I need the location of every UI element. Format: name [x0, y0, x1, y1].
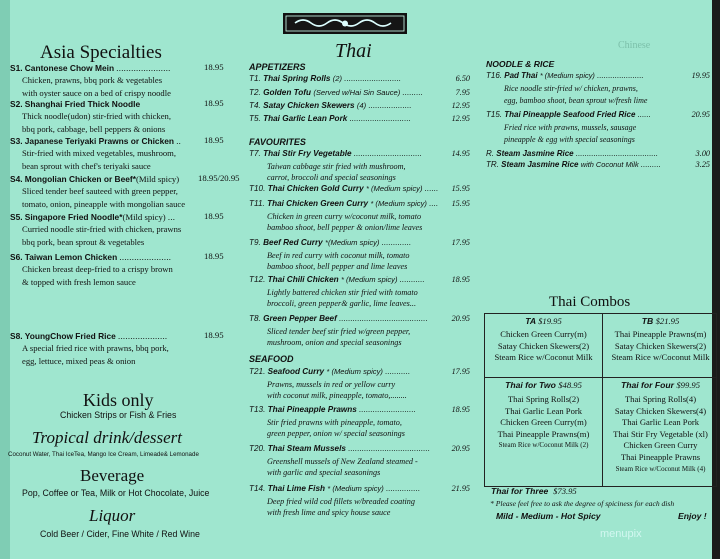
menu-item: [249, 367, 410, 376]
thai-title: Thai: [335, 40, 372, 62]
item-price: 18.95: [204, 98, 224, 108]
thai-combos-title: Thai Combos: [549, 294, 631, 310]
item-price: 18.95: [204, 330, 224, 340]
combo-line: Satay Chicken Skewers(2): [614, 340, 707, 351]
item-name: YoungChow Fried Rice: [24, 331, 116, 341]
leader-dots: ....................................: [348, 444, 431, 453]
bleed-through-text: Chinese: [618, 40, 651, 51]
combo-line: Thai Garlic Lean Pork: [504, 405, 583, 416]
item-spice-note: * (Medium spicy): [365, 184, 423, 193]
item-code: T21.: [249, 367, 266, 376]
item-description: Thick noodle(udon) stir-fried with chicken,: [22, 111, 171, 121]
leader-dots: .............: [381, 238, 412, 247]
leader-dots: ..............................: [353, 149, 423, 158]
menu-item: [249, 114, 411, 123]
item-spice-note: (Served w/Hai Sin Sauce): [313, 88, 401, 97]
item-name: Japanese Teriyaki Prawns or Chicken: [24, 136, 175, 146]
leader-dots: .........................: [359, 405, 417, 414]
combo-heading: [602, 380, 719, 390]
beverage-text: Pop, Coffee or Tea, Milk or Hot Chocolate, Juice: [22, 488, 210, 498]
item-description: egg, bamboo shoot, bean sprout w/fresh lime: [504, 95, 648, 105]
item-name: Thai Chicken Gold Curry: [267, 184, 364, 193]
enjoy-text: Enjoy !: [678, 511, 707, 521]
category-heading: FAVOURITES: [249, 137, 306, 147]
leader-dots: .......................................: [339, 314, 428, 323]
item-spice-note: (Mild spicy): [135, 174, 180, 184]
leader-dots: ....: [429, 199, 439, 208]
item-code: T7.: [249, 149, 261, 158]
item-spice-note: (Mild spicy): [122, 212, 166, 222]
item-code: T11.: [249, 199, 265, 208]
item-name: Mongolian Chicken or Beef*: [24, 174, 136, 184]
menu-item: [249, 88, 423, 97]
item-price: 18.95: [204, 62, 224, 72]
leader-dots: ...............: [386, 484, 421, 493]
menu-item: [249, 74, 401, 83]
item-code: S6.: [10, 252, 23, 262]
item-description: bamboo shoot, bell pepper & onion/lime leaves: [267, 222, 423, 232]
item-code: S2.: [10, 99, 23, 109]
item-description: Rice noodle stir-fried w/ chicken, prawns,: [504, 84, 638, 93]
item-price: 21.95: [451, 484, 470, 493]
combo-line: Satay Chicken Skewers(2): [497, 340, 590, 351]
leader-dots: ......................: [116, 63, 171, 73]
item-description: A special fried rice with prawns, bbq pork,: [22, 343, 169, 353]
item-name: Taiwan Lemon Chicken: [24, 252, 118, 262]
item-description: Chicken breast deep-fried to a crispy brown: [22, 264, 173, 274]
combo-line: Steam Rice w/Coconut Milk: [611, 352, 710, 363]
item-description: pineapple & egg with special seasonings: [504, 134, 635, 144]
combo-line: Chicken Green Curry: [623, 440, 698, 451]
item-code: T13.: [249, 405, 266, 414]
leader-dots: ...........................: [349, 114, 412, 123]
combo-divider-h: [485, 377, 716, 378]
leader-dots: .....................: [119, 252, 172, 262]
item-description: Stir-fried with mixed vegetables, mushroom,: [22, 148, 177, 158]
menu-item: [249, 184, 438, 193]
liquor-title: Liquor: [89, 506, 136, 525]
item-spice-note: * (Medium spicy): [370, 199, 427, 208]
item-description: Curried noodle stir-fried with chicken, prawns: [22, 224, 182, 234]
combo-line: Thai Garlic Lean Pork: [621, 417, 700, 428]
leader-dots: .........: [402, 88, 424, 97]
item-description: Lightly battered chicken stir fried with tomato: [267, 287, 418, 297]
item-description: Sliced tender beef stir fried w/green pepper,: [267, 326, 411, 336]
item-price: 12.95: [451, 101, 470, 110]
combo-price: $48.95: [558, 380, 582, 390]
asia-item: [10, 173, 179, 186]
item-name: Thai Stir Fry Vegetable: [263, 149, 352, 158]
menu-item: [249, 444, 430, 453]
leader-dots: ...........: [399, 275, 425, 284]
tropical-text: Coconut Water, Thai IceTea, Mango Ice Cream, Limeade& Lemonade: [8, 451, 199, 458]
item-name: Shanghai Fried Thick Noodle: [24, 99, 141, 109]
item-name: Singapore Fried Noodle*: [24, 212, 123, 222]
item-name: Thai Chicken Green Curry: [267, 199, 369, 208]
combo-three-label: Thai for Three $73.95: [491, 486, 577, 496]
leader-dots: ...: [167, 212, 176, 222]
item-description: Prawns, mussels in red or yellow curry: [267, 379, 396, 389]
liquor-text: Cold Beer / Cider, Fine White / Red Wine: [40, 529, 200, 539]
item-description: green pepper, onion w/ special seasonings: [267, 428, 405, 438]
item-name: Thai Chili Chicken: [267, 275, 339, 284]
item-price: 6.50: [455, 74, 470, 83]
asia-item: [10, 330, 167, 343]
item-description: bbq pork, cabbage, bell peppers & onions: [22, 123, 166, 134]
menu-item: [486, 149, 658, 158]
menu-item: [486, 160, 661, 169]
asia-item: [10, 251, 171, 264]
item-description: bamboo shoot, bell pepper and lime leaves: [267, 261, 408, 271]
combo-heading: [485, 316, 602, 326]
item-code: S8.: [10, 331, 23, 341]
item-code: S3.: [10, 136, 23, 146]
leader-dots: .........................: [344, 74, 402, 83]
combo-price: $21.95: [655, 316, 680, 326]
combo-line: Chicken Green Curry(m): [500, 329, 587, 339]
item-code: TR.: [486, 160, 499, 169]
item-description: Greenshell mussels of New Zealand steamed -: [267, 456, 418, 466]
item-name: Thai Pineapple Seafood Fried Rice: [504, 110, 636, 119]
combo-line: Thai Pineapple Prawns(m): [497, 428, 590, 439]
combo-label: TA: [525, 316, 536, 326]
item-description: & topped with fresh lemon sauce: [22, 276, 136, 287]
menu-item: [486, 110, 651, 119]
item-description: with oyster sauce on a bed of crispy noodle: [22, 87, 171, 98]
item-description: tomato, onion, pineapple with mongolian sauce: [22, 198, 186, 209]
combo-line: Steam Rice w/Coconut Milk: [494, 352, 593, 363]
item-description: Chicken in green curry w/coconut milk, tomato: [267, 211, 422, 221]
menu-item: [249, 149, 422, 158]
item-price: 18.95/20.95: [198, 173, 240, 183]
item-description: Fried rice with prawns, mussels, sausage: [504, 123, 637, 132]
item-code: T9.: [249, 238, 261, 247]
item-code: T16.: [486, 71, 503, 80]
item-spice-note: (2): [332, 74, 343, 83]
asia-item: [10, 62, 171, 75]
item-description: Chicken, prawns, bbq pork & vegetables: [22, 75, 163, 85]
combo-line: Thai Spring Rolls(4): [624, 394, 697, 404]
item-code: T10.: [249, 184, 266, 193]
spice-note: * Please feel free to ask the degree of spiciness for each dish: [490, 499, 675, 508]
menu-item: [249, 275, 425, 284]
leader-dots: ....................: [117, 331, 168, 341]
asia-specialties-title: Asia Specialties: [40, 42, 162, 63]
item-name: Steam Jasmine Rice: [501, 160, 579, 169]
item-spice-note: with Coconut Milk: [580, 160, 639, 169]
combo-line: Thai Pineapple Prawns: [620, 452, 701, 462]
item-description: Beef in red curry with coconut milk, tomato: [267, 250, 410, 260]
item-price: 20.95: [691, 110, 710, 119]
item-name: Thai Garlic Lean Pork: [263, 114, 348, 123]
item-name: Green Pepper Beef: [263, 314, 337, 323]
leader-dots: ...........: [385, 367, 411, 376]
item-name: Thai Steam Mussels: [267, 444, 346, 453]
item-code: T14.: [249, 484, 266, 493]
combo-heading: [485, 380, 602, 390]
item-code: T1.: [249, 74, 261, 83]
item-description: Sliced tender beef sauteed with green pepper,: [22, 186, 178, 196]
item-description: mushroom, onion and special seasonings: [267, 337, 402, 347]
item-code: T5.: [249, 114, 261, 123]
menu-item: [249, 405, 416, 414]
item-price: 20.95: [451, 314, 470, 323]
item-code: S5.: [10, 212, 23, 222]
item-spice-note: (4): [356, 101, 367, 110]
combo-heading: [602, 316, 719, 326]
item-price: 17.95: [451, 238, 470, 247]
item-description: broccoli, green pepper& garlic, lime leaves...: [267, 298, 417, 308]
leader-dots: .........: [640, 160, 661, 169]
kids-title: Kids only: [83, 390, 154, 410]
beverage-title: Beverage: [80, 466, 145, 485]
item-code: T8.: [249, 314, 261, 323]
item-price: 17.95: [451, 367, 470, 376]
item-price: 18.95: [451, 275, 470, 284]
leader-dots: ..: [176, 136, 182, 146]
tropical-title: Tropical drink/dessert: [32, 428, 183, 447]
category-heading: APPETIZERS: [249, 62, 306, 72]
item-price: 18.95: [204, 251, 224, 261]
item-price: 3.25: [695, 160, 710, 169]
item-description: with fresh lime and spicy house sauce: [267, 507, 391, 517]
item-description: carrot, broccoli and special seasonings: [267, 172, 396, 182]
menu-item: [249, 101, 412, 110]
asia-item: [10, 211, 175, 224]
menu-item: [249, 314, 428, 323]
item-description: bean sprout with chef's teriyaki sauce: [22, 160, 151, 171]
combo-label: TB: [641, 316, 654, 326]
item-price: 15.95: [451, 199, 470, 208]
item-code: T2.: [249, 88, 261, 97]
item-spice-note: * (Medium spicy): [539, 71, 595, 80]
item-price: 19.95: [691, 71, 710, 80]
item-description: bbq pork, bean sprout & vegetables: [22, 236, 145, 247]
combo-line: Chicken Green Curry(m): [500, 417, 587, 428]
menu-item: [249, 199, 438, 208]
leader-dots: .....................: [597, 71, 644, 80]
watermark: menupix: [600, 528, 642, 540]
item-code: T20.: [249, 444, 266, 453]
item-spice-note: * (Medium spicy): [340, 275, 398, 284]
combo-price: $19.95: [538, 316, 562, 326]
item-code: T15.: [486, 110, 503, 119]
item-description: egg, lettuce, mixed peas & onion: [22, 355, 136, 366]
asia-item: [10, 135, 181, 148]
combo-line: Thai Stir Fry Vegetable (xl): [613, 428, 708, 439]
asia-item: [10, 98, 140, 111]
item-price: 3.00: [695, 149, 710, 158]
item-description: Taiwan cabbage stir fried with mushroom,: [267, 161, 406, 171]
combo-line: Steam Rice w/Coconut Milk (2): [498, 441, 589, 450]
leader-dots: ......: [424, 184, 439, 193]
combo-line: Thai Pineapple Prawns(m): [614, 329, 707, 339]
item-name: Beef Red Curry: [263, 238, 323, 247]
spice-levels: Mild - Medium - Hot Spicy: [496, 511, 601, 521]
item-code: T4.: [249, 101, 261, 110]
item-price: 12.95: [451, 114, 470, 123]
item-name: Thai Pineapple Prawns: [267, 405, 357, 414]
item-name: Cantonese Chow Mein: [24, 63, 115, 73]
item-name: Steam Jasmine Rice: [496, 149, 574, 158]
item-description: with garlic and special seasonings: [267, 467, 381, 477]
item-name: Seafood Curry: [267, 367, 325, 376]
item-spice-note: *(Medium spicy): [325, 238, 380, 247]
item-code: S1.: [10, 63, 23, 73]
combo-price: $99.95: [676, 380, 701, 390]
category-heading: NOODLE & RICE: [486, 59, 555, 69]
item-price: 18.95: [204, 211, 224, 221]
combo-line: Satay Chicken Skewers(4): [614, 405, 707, 416]
item-price: 18.95: [451, 405, 470, 414]
item-name: Thai Lime Fish: [267, 484, 325, 493]
leader-dots: ...................: [368, 101, 412, 110]
item-code: R.: [486, 149, 494, 158]
item-code: S4.: [10, 174, 23, 184]
page-fold-shadow: [0, 0, 10, 559]
menu-item: [249, 484, 420, 493]
leader-dots: ......: [637, 110, 651, 119]
combo-line: Steam Rice w/Coconut Milk (4): [615, 464, 706, 473]
item-spice-note: * (Medium spicy): [326, 367, 383, 376]
item-price: 14.95: [451, 149, 470, 158]
item-price: 15.95: [451, 184, 470, 193]
category-heading: SEAFOOD: [249, 354, 294, 364]
item-description: with coconut milk, pineapple, tomato,........: [267, 390, 407, 400]
combo-line: Thai Spring Rolls(2): [507, 394, 580, 404]
item-description: Deep fried wild cod fillets w/breaded coating: [267, 496, 415, 506]
item-price: 18.95: [204, 135, 224, 145]
item-description: Stir fried prawns with pineapple, tomato,: [267, 417, 402, 427]
leader-dots: .....................................: [575, 149, 659, 158]
menu-item: [486, 71, 644, 80]
kids-text: Chicken Strips or Fish & Fries: [60, 410, 177, 420]
decorative-banner: [283, 13, 407, 34]
item-spice-note: * (Medium spicy): [327, 484, 384, 493]
item-name: Pad Thai: [504, 71, 538, 80]
item-name: Golden Tofu: [263, 88, 312, 97]
item-code: T12.: [249, 275, 266, 284]
item-price: 20.95: [451, 444, 470, 453]
item-name: Thai Spring Rolls: [263, 74, 331, 83]
combo-label: Thai for Two: [505, 380, 556, 390]
item-price: 7.95: [455, 88, 470, 97]
combo-label: Thai for Four: [620, 380, 674, 390]
item-name: Satay Chicken Skewers: [263, 101, 355, 110]
menu-item: [249, 238, 411, 247]
